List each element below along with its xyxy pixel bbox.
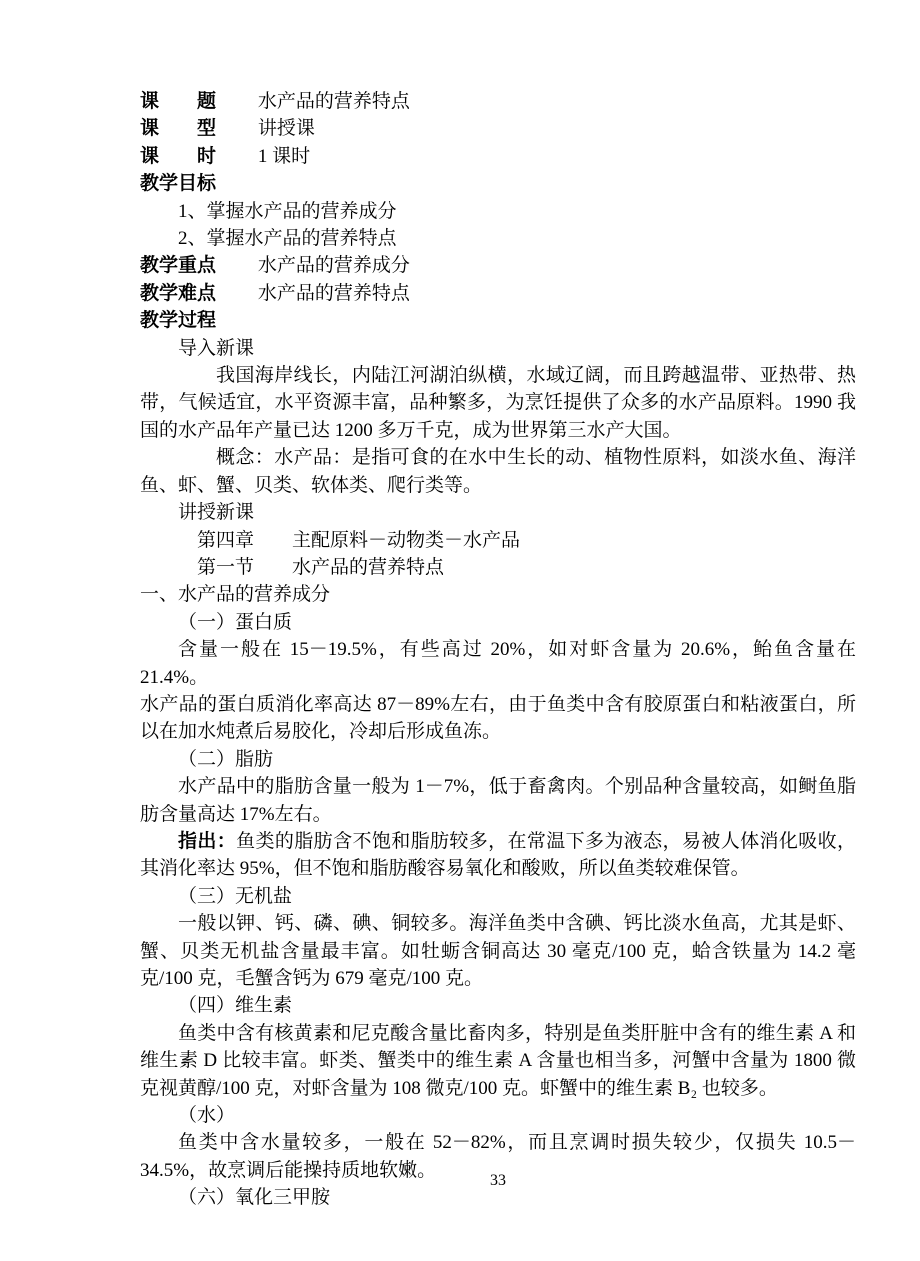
paragraph-minerals: 一般以钾、钙、磷、碘、铜较多。海洋鱼类中含碘、钙比淡水鱼高，尤其是虾、蟹、贝类无机盐含量最丰富。如牡蛎含铜高达 30 毫克/100 克，蛤含铁量为 14.2 毫克/100 克，毛蟹含钙为 679 毫克/100 克。 — [140, 913, 856, 989]
objective-item: 1、掌握水产品的营养成分 — [178, 200, 397, 222]
field-value: 水产品的营养特点 — [257, 282, 410, 304]
paragraph-water: 鱼类中含水量较多，一般在 52－82%，而且烹调时损失较少，仅损失 10.5－34.5%，故烹调后能操持质地软嫩。 — [140, 1132, 856, 1181]
subsection-heading-tmao: （六）氧化三甲胺 — [178, 1187, 331, 1209]
paragraph-intro: 我国海岸线长，内陆江河湖泊纵横，水域辽阔，而且跨越温带、亚热带、热带，气候适宜，水平资源丰富，品种繁多，为烹饪提供了众多的水产品原料。1990 我国的水产品年产量已达 1200 多万千克，成为世界第三水产大国。 — [140, 365, 856, 441]
note-label: 指出： — [178, 830, 237, 852]
field-value: 讲授课 — [257, 118, 315, 140]
paragraph-fat-note — [140, 828, 856, 883]
note-text: 鱼类的脂肪含不饱和脂肪较多，在常温下多为液态，易被人体消化吸收，其消化率达 95%，但不饱和脂肪酸容易氧化和酸败，所以鱼类较难保管。 — [140, 830, 856, 880]
field-row-hours — [140, 143, 856, 170]
intro-heading: 导入新课 — [178, 337, 255, 359]
topic-heading: 一、水产品的营养成分 — [140, 584, 331, 606]
subsection-heading-protein: （一）蛋白质 — [178, 611, 293, 633]
field-label: 课 题 — [140, 91, 217, 112]
field-label: 教学难点 — [140, 282, 217, 304]
field-row-title — [140, 88, 856, 115]
chapter-heading: 第四章 主配原料－动物类－水产品 — [197, 529, 521, 551]
paragraph-fat-1: 水产品中的脂肪含量一般为 1－7%，低于畜禽肉。个别品种含量较高，如鲥鱼脂肪含量高达 17%左右。 — [140, 776, 856, 825]
field-value: 水产品的营养特点 — [257, 91, 410, 112]
page-number: 33 — [490, 1172, 506, 1189]
field-row-difficulty — [140, 280, 856, 307]
subsection-heading-vitamins: （四）维生素 — [178, 995, 293, 1017]
field-row-emphasis — [140, 252, 856, 279]
subsection-heading-fat: （二）脂肪 — [178, 748, 274, 770]
field-value: 水产品的营养成分 — [257, 255, 410, 277]
section-heading: 第一节 水产品的营养特点 — [197, 556, 445, 578]
process-heading: 教学过程 — [140, 310, 217, 332]
objectives-heading: 教学目标 — [140, 173, 217, 195]
paragraph-concept: 概念：水产品：是指可食的在水中生长的动、植物性原料，如淡水鱼、海洋鱼、虾、蟹、贝类、软体类、爬行类等。 — [140, 447, 856, 496]
field-value: 1 课时 — [257, 145, 311, 167]
subsection-heading-minerals: （三）无机盐 — [178, 885, 293, 907]
field-label: 课 时 — [140, 145, 217, 167]
field-label: 课 型 — [140, 118, 217, 140]
field-row-type — [140, 115, 856, 142]
paragraph-vitamins: 鱼类中含有核黄素和尼克酸含量比畜肉多，特别是鱼类肝脏中含有的维生素 A 和维生素 D 比较丰富。虾类、蟹类中的维生素 A 含量也相当多，河蟹中含量为 1800 微克视黄醇/100 克，对虾含量为 108 微克/100 克。虾蟹中的维生素 B₂ 也较多。 — [140, 1022, 856, 1099]
paragraph-protein-2: 水产品的蛋白质消化率高达 87－89%左右，由于鱼类中含有胶原蛋白和粘液蛋白，所以在加水炖煮后易胶化，冷却后形成鱼冻。 — [140, 693, 856, 743]
objective-item: 2、掌握水产品的营养特点 — [178, 228, 397, 250]
field-label: 教学重点 — [140, 255, 217, 277]
paragraph-protein-1: 含量一般在 15－19.5%，有些高过 20%，如对虾含量为 20.6%，鲐鱼含量在 21.4%。 — [140, 639, 861, 688]
lecture-heading: 讲授新课 — [178, 502, 255, 524]
subsection-heading-water: （水） — [178, 1105, 236, 1127]
